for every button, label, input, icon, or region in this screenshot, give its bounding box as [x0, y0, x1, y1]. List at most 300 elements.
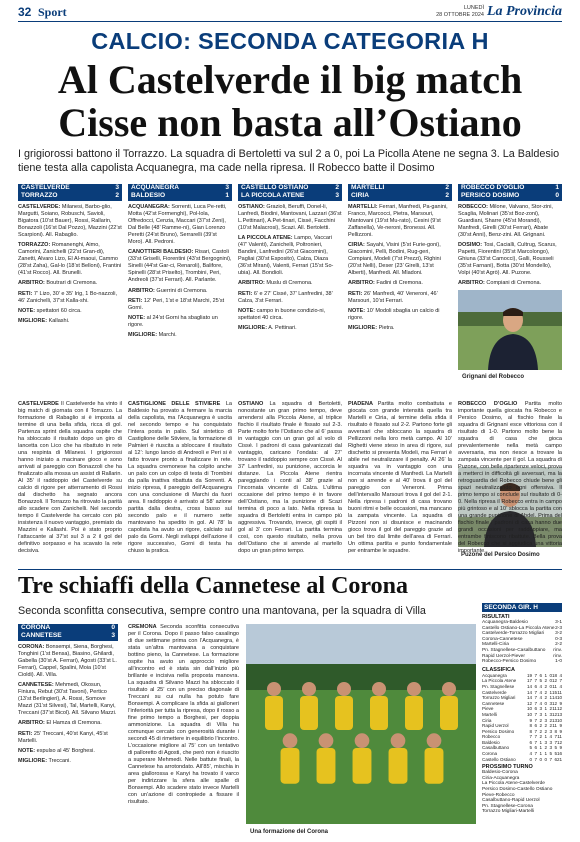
- arbitro-text: Compiani di Cremona.: [486, 280, 542, 287]
- team-photo-icon: [246, 624, 476, 824]
- stat-cell: 2: [544, 678, 547, 684]
- stat-cell: 2: [539, 734, 542, 740]
- stat-cell: 5: [549, 751, 552, 757]
- team-name: Martelli: [482, 711, 497, 717]
- player-figure: [425, 733, 444, 783]
- result-score: 1-0: [555, 659, 562, 665]
- team-photo-caption: Una formazione del Corona: [250, 829, 329, 835]
- page-header: [18, 4, 562, 22]
- lineup2-text: Sayahi, Visini (5’st Furie-goni), Giacomini, Pelli, Bodini, Rug-geri, Compiani, Modeli (7’st Prezzi), Righini (20’st Nelli), Deser (23’ Girelli, 13’st Alberti), Manfredi. All. Mladoni.: [348, 242, 441, 277]
- next-round-list: [482, 770, 562, 815]
- stat-cell: 1: [544, 711, 547, 717]
- player-figure: [317, 733, 336, 783]
- newspaper-logo: La Provincia: [486, 4, 562, 19]
- player-figure: [440, 682, 458, 730]
- lineup2-text: Romanenghi, Aimo, Camorini, Zanichelli (22’st Gran-di), Zanetti, Alvaro Lizo, El Al-maoui, Cammo (28’st Zaha), Gal-lo (18’st Belloni), Frantini (41’st Rocco). All. Brunelli.: [18, 242, 122, 277]
- stat-cell: 1: [544, 751, 547, 757]
- next-match: Casalbuttano-Rapid Uerzol: [482, 798, 540, 804]
- goals: 25’ Treccani, 40’st Kanyi, 45’st Martelli.: [18, 730, 108, 744]
- stat-cell: 1: [549, 689, 552, 695]
- stat-cell: 12: [552, 711, 558, 717]
- article-kicker: CALCIO: SECONDA CATEGORIA H: [91, 28, 489, 54]
- match-details: [128, 201, 232, 339]
- notes: espulso al 45’ Borghesi.: [36, 747, 95, 754]
- result-score: 3-1: [555, 620, 562, 625]
- stat-cell: 12: [557, 739, 563, 745]
- match-box: [238, 184, 342, 396]
- player-figure: [265, 682, 283, 730]
- stat-cell: 10: [557, 695, 563, 701]
- migliore-label: MIGLIORE:: [128, 331, 158, 338]
- column-dateline: PIADENA: [348, 401, 373, 407]
- stat-cell: 17: [527, 678, 533, 684]
- team1-score: 1: [555, 184, 559, 191]
- headline-line-1: Al Castelverde il big match: [57, 57, 523, 102]
- article2-headline: Tre schiaffi della Cannetese al Corona: [18, 573, 408, 599]
- column-dateline: ROBECCO D’OGLIO: [458, 401, 518, 407]
- team2-score: 0: [555, 192, 559, 199]
- stat-cell: 3: [549, 745, 552, 751]
- stat-cell: 8: [529, 723, 532, 729]
- team-name: Cannetese: [482, 700, 505, 706]
- photo-grignani: [458, 290, 562, 370]
- player-figure: [370, 682, 388, 730]
- stat-cell: 3: [539, 711, 542, 717]
- team-name: Acquanegra: [482, 672, 507, 678]
- lineup2-text: Risari, Castoli (33’st Griselli, Fiorentini (43’st Bergognini), Sinelli (44’st Gar-ci, Renaroli), Balifore, Spinelli (28’st Priselto), Trombini, Peri, Andreoli (37’st Ferrari). All. Parlante.: [128, 249, 232, 284]
- stat-cell: 7: [534, 672, 537, 678]
- grignani-caption: Grignani del Robecco: [462, 374, 525, 380]
- stat-cell: 6: [539, 672, 542, 678]
- team2-name: TORRAZZO: [21, 192, 58, 199]
- issue-day: LUNEDÌ: [463, 5, 484, 11]
- lineup2-text: Lampo, Vaccari (47’ Valenti), Zanichelli, Poltronieri, Bandini, Lanfredini (26’st Giacomini), Pagliai (30’st Esposito), Calza, Diaza (36’st Mirani), Valenti, Ferrari (15’st So-ubia). All. Bondioli.: [238, 235, 334, 277]
- stat-cell: 16: [557, 751, 563, 757]
- arbitro-text: Boutrari di Cremona.: [46, 280, 98, 287]
- stat-cell: 6: [534, 683, 537, 689]
- corona-match-body: CORONA: Bonsempi, Siena, Borghesi, Tonghini (1’st Bensa), Biasino, Ghilardi, Gabella (30’st A. Ferrari), Agosti (33’st L. Ferrari), Cappel, Spalini, Moia (10’st Cioldi). All. Villa. CANNETESE: Mehmedi, Okosun, Finiura, Rebut (30’st Tavoni), Pertico (13’st Berlingieri), A. Rossi, Somove Mazzi (31’st Silvesi), Tal, Martelli, Kanyi, Treccani (37’st Bicol). All. Silvano Mazzi. ARBITRO: El Hamza di Cremona. RETI: 25’ Treccani, 40’st Kanyi, 45’st Martelli. NOTE: espulso al 45’ Borghesi. MIGLIORE: Treccani.: [18, 644, 117, 764]
- reti-text: 6’ e 27’ Cissé, 37’ Lanfredini, 38’ Calza, 3’st Ferrari.: [238, 290, 333, 304]
- team1-name: CORONA: [21, 624, 51, 631]
- stat-cell: 7: [554, 739, 557, 745]
- lineup2-label: TORRAZZO:: [18, 242, 51, 249]
- stat-cell: 11: [552, 723, 557, 729]
- article-column: [348, 401, 452, 563]
- team-name: Castelverde: [482, 689, 507, 695]
- stat-cell: 2: [539, 728, 542, 734]
- column-body: La Baldesio ha provato a fermare la marcia della capolista, ma l’Acquanegra è uscita nel secondo tempo e ha conquistato l’intera posta in palio. Sul sintetico di Castiglione delle Stiviere, la formazione di Palmieri è riuscita a sbloccare il risultato al 12’: lungo lancio di Andreoli e Peri si è fatto trovare pronto a finalizzare in rete. La squadra cremonese ha colpito anche un palo con un colpo di testa di Trombini da palla inattiva ribattuta da Sorrenti. A inizio ripresa, il pareggio dell’Acquanegra con una conclusione di Marchi da fuori area. Il raddoppio è arrivato al 58’ azione partita dalla destra, cross basso sul secondo palo e il numero sette mantovano ha spedito in gol. Al 78’ la capolista ha avuto un rigore, calciato sul palo da Gorni. Negli sviluppi dell’azione il rigore successivo, Gorni di testa ha chiuso la pratica.: [128, 401, 232, 554]
- stat-cell: 11: [552, 706, 557, 712]
- stat-cell: 1: [539, 745, 542, 751]
- stat-cell: 6: [534, 723, 537, 729]
- stat-cell: 2: [539, 723, 542, 729]
- stat-cell: 18: [552, 672, 558, 678]
- stat-cell: 14: [527, 683, 533, 689]
- stat-cell: 14: [552, 695, 558, 701]
- stat-cell: 7: [549, 756, 552, 762]
- team-name: Castello Ostiano: [482, 756, 516, 762]
- stat-cell: 15: [552, 689, 558, 695]
- stat-cell: 11: [557, 689, 562, 695]
- player-figure: [300, 682, 318, 730]
- result-match: Rapid Uerzol-Piever: [482, 653, 525, 659]
- lineup1-text: Grazioli, Beruffi, Donel-li, Lanfredi, Biodini, Mantovani, Lazzari (36’st L.Pettinari), A.Pet-tinari, Cissé, Facchini (10’st Malacrosi), Scazi. All. Bertoletti.: [238, 204, 342, 232]
- lineup2-label: DOSIMO:: [458, 242, 483, 249]
- stat-cell: 2: [544, 723, 547, 729]
- migliore-text: Kallashi.: [48, 317, 70, 324]
- stat-cell: 4: [559, 683, 562, 689]
- team1-score: 0: [111, 624, 115, 631]
- stat-cell: 5: [554, 751, 557, 757]
- divider: [18, 569, 562, 570]
- team2-score: 3: [111, 632, 115, 639]
- next-match: Ciria-Acquanegra: [482, 775, 520, 781]
- team2-score: 3: [335, 192, 339, 199]
- migliore-label: MIGLIORE:: [18, 317, 48, 324]
- stat-cell: 7: [534, 728, 537, 734]
- team2-name: CANNETESE: [21, 632, 62, 639]
- player-figure: [281, 733, 300, 783]
- lineup2-label: CANOTTIERI BALDESIO:: [128, 249, 194, 256]
- stat-cell: 4: [539, 683, 542, 689]
- stat-cell: 6: [529, 739, 532, 745]
- dateline: CREMONA: [128, 624, 157, 630]
- team1-name: CASTELLO OSTIANO: [241, 184, 309, 191]
- team-name: Pn. Stagnellese: [482, 683, 515, 689]
- stat-cell: 7: [534, 756, 537, 762]
- result-score: 2-2: [555, 642, 562, 648]
- result-match: Martelli-Ciria: [482, 642, 509, 648]
- stat-cell: 5: [529, 745, 532, 751]
- grignani-photo-icon: [458, 290, 562, 370]
- stat-cell: 7: [534, 700, 537, 706]
- headline-line-2: Cisse non basta all’Ostiano: [58, 100, 522, 145]
- match-details: [238, 201, 342, 332]
- team-name: Ciria: [482, 717, 492, 723]
- stat-cell: 2: [544, 745, 547, 751]
- result-match: Pn. Stagnellese-Casalbuttano: [482, 647, 546, 653]
- match-details: [18, 201, 122, 325]
- team-name: Torrazzo Migliari: [482, 695, 516, 701]
- classifica-table: [482, 673, 562, 763]
- stat-cell: 0: [549, 672, 552, 678]
- stat-cell: 4: [559, 672, 562, 678]
- team2-name: BALDESIO: [131, 192, 166, 199]
- team-name: Robecco: [482, 734, 501, 740]
- team2-name: PERSICO DOSIMO: [461, 192, 520, 199]
- match-header: [458, 184, 562, 201]
- stat-cell: 4: [549, 734, 552, 740]
- stat-cell: 9: [559, 728, 562, 734]
- stat-cell: 6: [534, 745, 537, 751]
- team1-score: 2: [335, 184, 339, 191]
- result-score: 2-3: [555, 625, 562, 631]
- article2-subtitle: Seconda sconfitta consecutiva, sempre contro una mantovana, per la squadra di Villa: [18, 605, 426, 617]
- migliore-text: Pietra.: [378, 324, 395, 331]
- stat-cell: 12: [552, 700, 558, 706]
- stat-cell: 13: [557, 711, 563, 717]
- column-body: Il Castelverde ha vinto il big match di giornata con il Torrazzo. La formazione di Rabaglio si è imposta al termine di una bella sfida, ricca di gol. Partenza sprint della squadra ospite che ha sbloccato il risultato dopo un giro di lancetta con Lico che ha ribattuto in rete una respinta di Milanesi. I grigiorossi hanno iniziato a macinare gioco e sono arrivati al pareggio con Bonazzoli che ha finalizzato alla mossa un assist di Rallarin. Al 35’ il raddoppio del Castelverde su calcio di rigore per atterramento di Rossi dal dischetto ha segnato ancora Bonazzoli. Il Torrazzo ha ritrovato la parità allo scadere con Zanichelli. Nel secondo tempo il Castelverde ha cercato con più insistenza il nuovo vantaggio, premiato da Mazzini e Kallashi. Poi è stato proprio l’attaccante al 37’st sul 3 a 2 il gol del definitivo sorpasso e ha scavato la rete decisiva.: [18, 401, 122, 554]
- stat-cell: 2: [544, 695, 547, 701]
- stat-cell: 0: [539, 756, 542, 762]
- lineup1-label: ROBECCO:: [458, 204, 488, 210]
- reti-text: 26’ Manfredi, 40’ Veneroni, 46’ Marsouri, 10’st Ferrari.: [348, 290, 438, 304]
- result-row: [482, 659, 562, 665]
- lineup2-label: LA PICCOLA ATENE:: [238, 235, 293, 242]
- stat-cell: 4: [539, 689, 542, 695]
- team1-name: ACQUANEGRA: [131, 184, 179, 191]
- stat-cell: 7: [534, 678, 537, 684]
- team1-score: 2: [445, 184, 449, 191]
- stat-cell: 0: [544, 756, 547, 762]
- team2-score: 2: [445, 192, 449, 199]
- stat-cell: 3: [539, 706, 542, 712]
- corona-match-header: [18, 624, 118, 641]
- team2-score: 2: [115, 192, 119, 199]
- stat-cell: 9: [559, 745, 562, 751]
- player-figure: [335, 682, 353, 730]
- referee: El Hamza di Cremona.: [46, 720, 102, 727]
- result-match: Castelverde-Torrazzo Migliari: [482, 631, 545, 637]
- match-header: [128, 184, 232, 201]
- results-list: [482, 620, 562, 665]
- lineup2-text: Tosi, Cacialli, Cultrug, Scarus, Papetti, Fiorentini (35’st Marcolongo), Ghiuna (33’st Camocci), Galli, Rousseli (35’st Farnani), Botta (30’st Mondello), Volpi (40’st Agrò). All. Puzone.: [458, 242, 557, 277]
- lineup1-text: Milanesi, Barbo-glio, Margutti, Soiano, Robuschi, Savioli, Bigatora (10’st Bauer), Rossi, Rallarin, Bonazzoli (16’st Dal Pozzo), Mazzini (22’st Scarpioni). All. Rabaglio.: [18, 204, 122, 239]
- page-number: 32: [18, 5, 32, 19]
- stat-cell: 3: [549, 739, 552, 745]
- team1-name: CASTELVERDE: [21, 184, 70, 191]
- stat-cell: 6: [534, 706, 537, 712]
- note-label: NOTE:: [18, 307, 36, 314]
- lineup1-text: Sorrenti, Luca Pe-retti, Motta (42’st Formenghi), Pol-lola, Offredocci, Cenzia, Maccari (37’st Zeni), Dal Belle (48’ Ramme-ni), Gian Lorenzo Peretti (24’st Bruno), Serrarelli (39’st Moro). All. Pedroni.: [128, 204, 227, 246]
- stat-cell: 2: [549, 717, 552, 723]
- stat-cell: 2: [544, 683, 547, 689]
- lineup1-label: ACQUANEGRA:: [128, 204, 170, 210]
- match-box: [128, 184, 232, 396]
- team2-name: LA PICCOLA ATENE: [241, 192, 305, 199]
- migliore-label: MIGLIORE:: [348, 324, 378, 331]
- arbitro-label: ARBITRO:: [18, 280, 45, 287]
- team-name: Pieve: [482, 706, 494, 712]
- stat-cell: 9: [559, 723, 562, 729]
- stat-cell: 12: [552, 678, 558, 684]
- stat-cell: 9: [559, 700, 562, 706]
- standings-title: SECONDA GIR. H: [482, 603, 562, 612]
- standings-panel: [482, 603, 562, 815]
- stat-cell: 0: [544, 700, 547, 706]
- match-details: [348, 201, 452, 332]
- result-score: 3-2: [555, 631, 562, 637]
- result-score: rinv.: [553, 647, 562, 653]
- result-score: rinv.: [553, 653, 562, 659]
- match-header: [18, 184, 122, 201]
- next-match: Persico Dosimo-Castello Ostiano: [482, 787, 553, 793]
- match-header: [348, 184, 452, 201]
- stat-cell: 21: [557, 756, 563, 762]
- stat-cell: 3: [544, 717, 547, 723]
- lineup1-label: MARTELLI:: [348, 204, 378, 210]
- note-text: campo in buone condizio-ni, spettatori 40 circa.: [238, 307, 326, 321]
- stat-cell: 13: [552, 717, 558, 723]
- reti-text: 12’ Peri, 1’st e 18’st Marchi, 25’st Gorni.: [128, 297, 225, 311]
- results-label: RISULTATI: [482, 614, 510, 620]
- arbitro-label: ARBITRO:: [238, 280, 265, 287]
- column-body: La squadra di Bertoletti, nonostante un gran primo tempo, deve arrendersi alla Piccola Atene, al triplice fischio il risultato finale è fissato sul 2-3. Parte molto forte l’Ostiano che al 6’ passa in vantaggio con un gran gol al volo di Cissé. I padroni di casa galvanizzati dal vantaggio, caricano l’ondata: al 27’ trovano il raddoppio sempre con Cissé. Al 37’ Lanfredini, su punizione, accorcia le distanze. La Piccola Atene rientra pareggiando i conti al 38’ grazie al l’incornata vincente di Calza. L’ultima occasione del primo tempo è in favore dell’Ostiano, ma la punizione di Scazi termina di poco a lato. Nella ripresa la squadra di Bertoletti entra in campo più aggressiva. Trovando, invece, gli ospiti il gol al 3’ con Ferrari. La partita termina così, con questo risultato, nella prova dell’Ostiano che si arrende al martello dopo un gran primo tempo.: [238, 401, 342, 554]
- stat-cell: 12: [527, 700, 533, 706]
- team-name: Casalbuttano: [482, 745, 510, 751]
- stat-cell: 2: [544, 689, 547, 695]
- stat-cell: 2: [539, 717, 542, 723]
- stat-cell: 8: [529, 728, 532, 734]
- migliore-text: Marchi.: [158, 331, 177, 338]
- stat-cell: 7: [534, 695, 537, 701]
- stat-cell: 8: [554, 728, 557, 734]
- column-body: Partita molto combattuta e giocata con grande intensità quella tra Martelli e Ciria, al termine della sfida il risultato è fissato sul 2-2. Partono forte gli avversari che sbloccano la squadra di Pellizzoni nella loro metà campo. Al 10’ Righetti viene steso in area di rigore, sul dischetto si presenta Modeli, ma Ferrari è abile nel neutralizzare il penalty. Al 26’ la squadra va in vantaggio con una incornata vincente di Manfredi. La Martelli non si arrende e al 40’ trova il gol del pareggio con Veneroni. Prima dell’intervallo Marsouri trova il gol del 2-1. Nella ripresa i padroni di casa trovano buoni ritmi e belle occasioni, ma mancano la zampata vincente. La squadra di Pizzoni non si disunisce e macinando gioco trova il gol del pareggio grazie ad un bel tiro dal limite dell’area di Ferrari. Un ottima partita e punto fondamentale per entrambe le squadre.: [348, 401, 452, 554]
- stat-cell: 2: [549, 723, 552, 729]
- match-box: [458, 184, 562, 287]
- result-match: Robecco-Persico Dosimo: [482, 659, 537, 665]
- article-subtitle: I grigiorossi battono il Torrazzo. La squadra di Bertoletti va sul 2 a 0, poi La Picolla Atene ne segna 3. La Baldesio tiene testa alla capolista Acquanegra, ma cade nella ripresa. Il Robecco batte il Dosimo: [18, 148, 560, 174]
- stat-cell: 0: [549, 678, 552, 684]
- stat-cell: 11: [557, 734, 562, 740]
- migliore-label: MIGLIORE:: [238, 324, 268, 331]
- stat-cell: 14: [527, 695, 533, 701]
- arbitro-text: Fadini di Cremona.: [376, 280, 423, 287]
- stat-cell: 1: [544, 734, 547, 740]
- stat-cell: 3: [549, 728, 552, 734]
- stat-cell: 7: [534, 717, 537, 723]
- lineup1-text: Milone, Valvano, Stor-zini, Scaglia, Molinari (35’st Boz-zoni), Guardiani, Sharre (45’st Morandi), Manfredi, Girelli (30’st Ferrari), Abate (30’st Anni), Benz-zini. All. Grignani.: [458, 204, 553, 239]
- team2-name: CIRIA: [351, 192, 369, 199]
- lineup-team1: Bonsempi, Siena, Borghesi, Tonghini (1’st Bensa), Biasino, Ghilardi, Gabella (30’st A. Ferrari), Agosti (33’st L. Ferrari), Cappel, Spalini, Moia (10’st Cioldi). All. Villa.: [18, 644, 117, 679]
- lineup1-label: CASTELVERDE:: [18, 204, 61, 210]
- result-match: Acquanegra-Baldesio: [482, 620, 528, 625]
- note-label: NOTE:: [238, 307, 256, 314]
- stat-cell: 11: [552, 683, 557, 689]
- photo-corona-team: [246, 624, 476, 824]
- stat-cell: 1: [544, 672, 547, 678]
- column-dateline: OSTIANO: [238, 401, 264, 407]
- player-figure: [389, 733, 408, 783]
- stat-cell: 6: [554, 756, 557, 762]
- player-figure: [353, 733, 372, 783]
- next-match: La Piccola Atene-Castelverde: [482, 781, 545, 787]
- team-name: La Piccola Atene: [482, 678, 517, 684]
- result-match: Corona-Cannetese: [482, 636, 523, 642]
- team-name: Rapid Uerzol: [482, 723, 509, 729]
- stat-cell: 1: [549, 695, 552, 701]
- lineup1-label: OSTIANO:: [238, 204, 265, 210]
- puzone-caption: Puzone del Persico Dosimo: [461, 552, 540, 558]
- result-score: 0-3: [555, 636, 562, 642]
- next-match: Pieve-Robecco: [482, 792, 515, 798]
- section-name: Sport: [38, 5, 67, 19]
- stat-cell: 7: [559, 678, 562, 684]
- best-player: Treccani.: [48, 757, 71, 764]
- arbitro-text: Guerrini di Cremona.: [156, 287, 208, 294]
- column-dateline: CASTELVERDE: [18, 401, 59, 407]
- stat-cell: 7: [529, 734, 532, 740]
- next-match: Baldesio-Corona: [482, 770, 518, 776]
- stat-cell: 7: [534, 734, 537, 740]
- stat-cell: 4: [529, 751, 532, 757]
- stat-cell: 0: [549, 683, 552, 689]
- lineup-team2: Mehmedi, Okosun, Finiura, Rebut (30’st Tavoni), Pertico (13’st Berlingieri), A. Rossi, Somove Mazzi (31’st Silvesi), Tal, Martelli, Kanyi, Treccani (37’st Bicol). All. Silvano Mazzi.: [18, 682, 117, 717]
- team-name: Persico Dosimo: [482, 728, 515, 734]
- stat-cell: 1: [539, 751, 542, 757]
- stat-cell: 0: [529, 756, 532, 762]
- stat-cell: 7: [554, 734, 557, 740]
- stat-cell: 1: [544, 706, 547, 712]
- arbitro-label: ARBITRO:: [458, 280, 485, 287]
- article-column: [18, 401, 122, 563]
- stat-cell: 3: [549, 711, 552, 717]
- stat-cell: 1: [539, 739, 542, 745]
- team1-score: 3: [115, 184, 119, 191]
- team1-name: MARTELLI: [351, 184, 385, 191]
- reti-text: 7’ Lizo, 30’ e 35’ Irig, 1 Bo-nazzoli, 46’ Zanichelli, 37’st Kalla-shi.: [18, 290, 118, 304]
- note-text: 10’ Modoli sbaglia un calcio di rigore.: [348, 307, 440, 321]
- result-match: Castello Ostiano-La Piccola Atene: [482, 625, 555, 631]
- stat-cell: 19: [527, 672, 533, 678]
- stat-cell: 5: [554, 745, 557, 751]
- stat-cell: 3: [544, 739, 547, 745]
- migliore-text: A. Pettinari.: [268, 324, 297, 331]
- column-dateline: CASTIGLIONE DELLE STIVIERE: [128, 401, 221, 407]
- team1-name: ROBECCO D’OGLIO: [461, 184, 525, 191]
- stat-cell: 10: [557, 717, 563, 723]
- stat-cell: 4: [539, 695, 542, 701]
- stat-cell: 9: [529, 717, 532, 723]
- note-text: spettatori 60 circa.: [36, 307, 82, 314]
- article-column: [128, 401, 232, 563]
- issue-date: [436, 5, 484, 18]
- stat-cell: 4: [539, 700, 542, 706]
- match-header: [238, 184, 342, 201]
- classifica-label: CLASSIFICA: [482, 666, 515, 673]
- arbitro-label: ARBITRO:: [348, 280, 375, 287]
- stat-cell: 10: [527, 711, 533, 717]
- reti-label: RETI:: [128, 297, 143, 304]
- stat-cell: 7: [534, 739, 537, 745]
- lineup1-text: Ferrari, Manfredi, Pa-ganini, Franco, Marcocci, Pietra, Marsouri, Mantovani (19’st Mu-rato), Cesini (9’st Zaffanella), Ve-neroni, Bronessi. All. Pellizzoni.: [348, 204, 448, 239]
- next-match: Pn. Stagnellese-Corona: [482, 803, 533, 809]
- classifica-row: [482, 757, 562, 763]
- match-box: [18, 184, 122, 396]
- article-headline: [18, 58, 562, 144]
- team1-score: 3: [225, 184, 229, 191]
- team-name: Baldesio: [482, 739, 500, 745]
- note-text: al 24’st Gorni ha sbagliato un rigore.: [128, 314, 218, 328]
- stat-cell: 10: [527, 706, 533, 712]
- stat-cell: 12: [557, 706, 563, 712]
- article2-column-text: [128, 624, 239, 806]
- lineup2-label: CIRIA:: [348, 242, 365, 249]
- stat-cell: 3: [549, 700, 552, 706]
- team2-score: 1: [225, 192, 229, 199]
- next-round-label: PROSSIMO TURNO: [482, 764, 533, 771]
- stat-cell: 7: [534, 689, 537, 695]
- arbitro-text: Muslu di Cremona.: [266, 280, 313, 287]
- reti-label: RETI:: [18, 290, 33, 297]
- stat-cell: 2: [544, 728, 547, 734]
- stat-cell: 7: [534, 751, 537, 757]
- article-column: [458, 401, 562, 554]
- article2-body: Seconda sconfitta consecutiva per il Corona. Dopo il passo falso casalingo di due settimane prima con l’Acquanegra, è stata un’altra mantovana a conquistare bottino pieno, la Cannetese. La formazione ospite ha avuto un approccio migliore all’incontro ed è stata sin dall’inizio più brillante e incisiva nella proposta manovra. La squadra di Silvano Mazzi ha sbloccato il risultato al 25’ con un preciso diagonale di Treccani su cui nulla ha potuto fare Bonsempi. A complicare la sfida ai gialloneri l’inferiorità per tutta la ripresa, dopo il rosso a fine primo tempo a Borghesi, per doppia ammonizione. La squadra di Villa ha comunque cercato con generosità durante i secondi 45 di rimettere in equilibrio l’incontro. L’occasione migliore al 75’ con un tentativo di palloretto di Agosti, che però non è riuscito a superare Mehmedi. Nelle battute finali, la Cannetese ha arrotondato. All’85’, mischia in area giallorossa e Kanyi ha trovato il varco per indirizzare la sfera alle spalle di Bonsempi. Allo scadere stato invece Martelli con un’azione di contropiede a fissare il risultato.: [128, 624, 239, 805]
- stat-cell: 5: [539, 678, 542, 684]
- reti-label: RETI:: [238, 290, 253, 297]
- match-box: [348, 184, 452, 396]
